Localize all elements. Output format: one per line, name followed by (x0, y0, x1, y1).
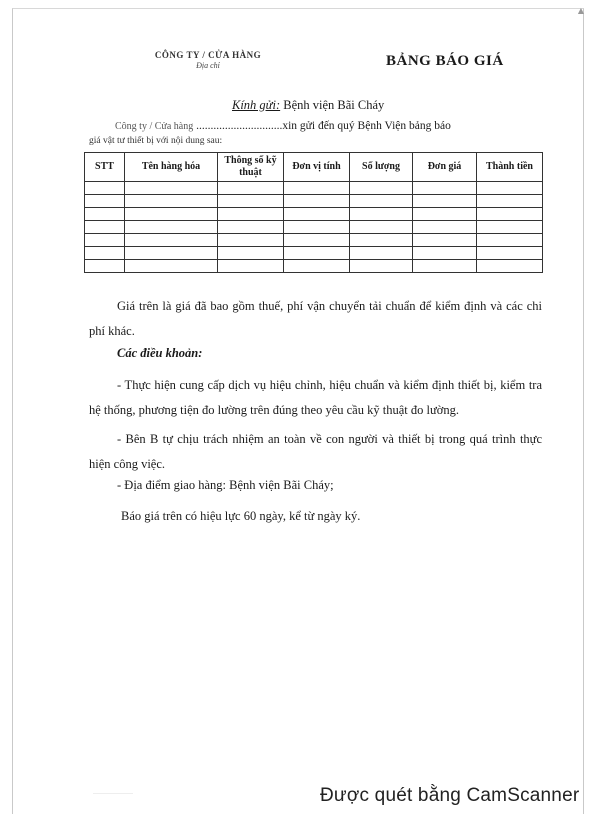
table-cell (350, 260, 413, 273)
salutation (232, 98, 384, 113)
table-cell (85, 260, 125, 273)
table-cell (350, 234, 413, 247)
table-cell (218, 234, 284, 247)
company-address: Địa chỉ (196, 61, 220, 70)
term-1: - Thực hiện cung cấp dịch vụ hiệu chỉnh, hiệu chuẩn và kiểm định thiết bị, kiểm tra hệ thống, phương tiện đo lường trên đúng theo yêu cầu kỹ thuật đo lường. (89, 378, 542, 417)
column-header-unit-price: Đơn giá (413, 153, 477, 182)
table-cell (284, 221, 350, 234)
table-body (85, 182, 543, 273)
table-cell (125, 208, 218, 221)
table-cell (350, 247, 413, 260)
table-header-row (85, 153, 543, 182)
table-cell (125, 195, 218, 208)
table-cell (413, 208, 477, 221)
camscanner-watermark: Được quét bằng CamScanner (320, 785, 580, 806)
term-2: - Bên B tự chịu trách nhiệm an toàn về con người và thiết bị trong quá trình thực hiện công việc. (89, 432, 542, 471)
table-cell (218, 208, 284, 221)
table-row (85, 247, 543, 260)
table-cell (413, 247, 477, 260)
table-cell (218, 247, 284, 260)
table-cell (477, 234, 543, 247)
column-header-total: Thành tiền (477, 153, 543, 182)
table-cell (85, 208, 125, 221)
intro-dots: .............................. (196, 120, 283, 132)
table-cell (284, 208, 350, 221)
price-note: Giá trên là giá đã bao gồm thuế, phí vận chuyển tải chuẩn để kiểm định và các chi phí khác. (89, 299, 542, 338)
table-cell (350, 195, 413, 208)
term-3: - Địa điểm giao hàng: Bệnh viện Bãi Cháy; (117, 478, 334, 492)
table-cell (477, 221, 543, 234)
document-title: BẢNG BÁO GIÁ (386, 53, 504, 69)
intro-line-2: giá vật tư thiết bị với nội dung sau: (89, 136, 223, 146)
table-cell (218, 260, 284, 273)
salutation-prefix: Kính gửi: (232, 98, 281, 112)
table-cell (477, 195, 543, 208)
table-cell (284, 234, 350, 247)
table-cell (477, 182, 543, 195)
table-cell (125, 221, 218, 234)
table-cell (477, 260, 543, 273)
table-cell (413, 182, 477, 195)
table-cell (218, 195, 284, 208)
column-header-unit: Đơn vị tính (284, 153, 350, 182)
table-cell (413, 234, 477, 247)
table-row (85, 182, 543, 195)
table-cell (284, 247, 350, 260)
table-row (85, 195, 543, 208)
terms-heading: Các điều khoản: (117, 346, 203, 360)
table-cell (125, 234, 218, 247)
intro-line (115, 120, 451, 132)
company-block (128, 50, 288, 70)
table-cell (413, 195, 477, 208)
intro-text: xin gửi đến quý Bệnh Viện bảng báo (282, 120, 451, 132)
validity-note: Báo giá trên có hiệu lực 60 ngày, kể từ ngày ký. (121, 509, 361, 523)
table-cell (350, 208, 413, 221)
table-cell (284, 260, 350, 273)
table-cell (125, 182, 218, 195)
table-cell (218, 182, 284, 195)
table-cell (85, 234, 125, 247)
table-row (85, 234, 543, 247)
table-cell (85, 182, 125, 195)
column-header-item-name: Tên hàng hóa (125, 153, 218, 182)
scan-corner-icon: ▲ (577, 6, 584, 15)
table-cell (413, 260, 477, 273)
column-header-stt: STT (85, 153, 125, 182)
table-cell (85, 195, 125, 208)
column-header-quantity: Số lượng (350, 153, 413, 182)
table-cell (284, 195, 350, 208)
table-cell (218, 221, 284, 234)
table-cell (477, 247, 543, 260)
company-name: CÔNG TY / CỬA HÀNG (154, 50, 262, 60)
table-row (85, 260, 543, 273)
table-cell (413, 221, 477, 234)
table-cell (85, 247, 125, 260)
scan-artifact (93, 793, 133, 794)
table-cell (284, 182, 350, 195)
table-cell (125, 247, 218, 260)
table-cell (350, 221, 413, 234)
quote-table (84, 152, 543, 273)
salutation-recipient: Bệnh viện Bãi Cháy (283, 98, 385, 112)
table-cell (477, 208, 543, 221)
column-header-specs: Thông số kỹ thuật (218, 153, 284, 182)
table-cell (85, 221, 125, 234)
table-cell (125, 260, 218, 273)
table-cell (350, 182, 413, 195)
table-row (85, 221, 543, 234)
intro-sender: Công ty / Cửa hàng (115, 121, 194, 132)
table-row (85, 208, 543, 221)
